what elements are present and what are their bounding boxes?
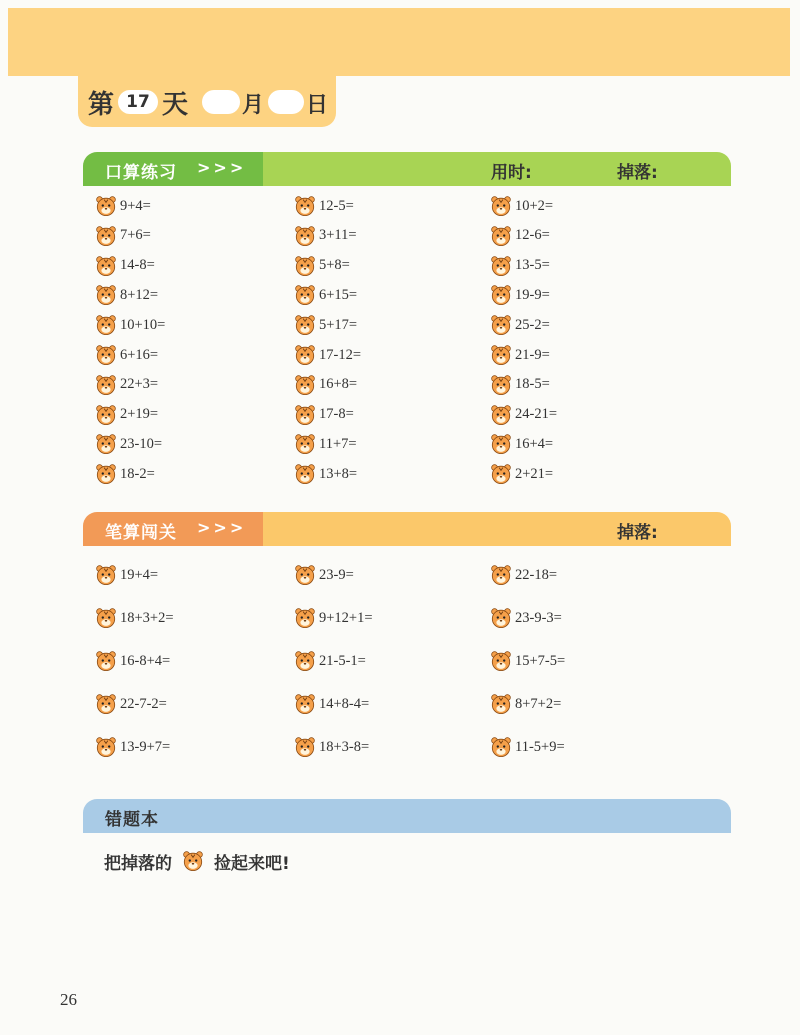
problem-expression: 21-9=	[515, 346, 550, 363]
problem-expression: 19+4=	[120, 566, 159, 583]
tiger-face-icon	[490, 344, 512, 366]
problem-item	[490, 432, 553, 456]
problem-expression: 16+8=	[319, 376, 358, 393]
problem-item	[95, 462, 155, 486]
tiger-face-icon	[294, 463, 316, 485]
problem-item	[490, 403, 557, 427]
oral-section-title: 口算练习	[105, 163, 177, 183]
problem-expression: 21-5-1=	[319, 652, 366, 669]
problem-expression: 17-12=	[319, 346, 362, 363]
tiger-face-icon	[490, 463, 512, 485]
tiger-face-icon	[490, 225, 512, 247]
problem-expression: 25-2=	[515, 316, 550, 333]
written-section-header	[83, 512, 731, 546]
problem-item	[294, 649, 366, 673]
problem-item	[95, 563, 158, 587]
written-section-title: 笔算闯关	[105, 523, 177, 543]
problem-item	[490, 606, 562, 630]
tiger-face-icon	[95, 284, 117, 306]
mistakes-section-title: 错题本	[105, 810, 159, 830]
problem-expression: 14+8-4=	[319, 695, 370, 712]
problem-item	[95, 692, 167, 716]
tiger-face-icon	[294, 374, 316, 396]
problem-expression: 18-2=	[120, 465, 155, 482]
oral-section-header	[83, 152, 731, 186]
problem-item	[490, 224, 550, 248]
problem-item	[294, 254, 350, 278]
problem-expression: 13+8=	[319, 465, 358, 482]
problem-item	[490, 313, 550, 337]
problem-expression: 18+3-8=	[319, 738, 370, 755]
written-header-rest	[263, 512, 731, 546]
problem-item	[294, 373, 357, 397]
problem-expression: 18-5=	[515, 376, 550, 393]
problem-item	[294, 224, 357, 248]
problem-item	[95, 224, 151, 248]
problem-expression: 3+11=	[319, 227, 357, 244]
tiger-face-icon	[95, 344, 117, 366]
problem-expression: 23-9=	[319, 566, 354, 583]
problem-expression: 8+12=	[120, 286, 159, 303]
tiger-face-icon	[490, 314, 512, 336]
problem-expression: 10+10=	[120, 316, 166, 333]
tiger-face-icon	[490, 564, 512, 586]
oral-arrows: >>>	[197, 158, 247, 177]
problem-item	[95, 283, 158, 307]
date-label: 日	[306, 93, 329, 118]
tiger-face-icon	[490, 736, 512, 758]
written-dropped-label: 掉落:	[617, 523, 658, 543]
tiger-face-icon	[95, 404, 117, 426]
instruction-text-after: 捡起来吧!	[214, 853, 290, 874]
tiger-face-icon	[294, 284, 316, 306]
tiger-face-icon	[490, 195, 512, 217]
tiger-face-icon	[95, 314, 117, 336]
problem-item	[490, 343, 550, 367]
mistakes-header-bar	[83, 799, 731, 833]
problem-expression: 8+7+2=	[515, 695, 562, 712]
problem-expression: 6+16=	[120, 346, 159, 363]
instruction-text-before: 把掉落的	[104, 853, 172, 874]
problem-item	[294, 403, 354, 427]
problem-expression: 23-9-3=	[515, 609, 562, 626]
problem-expression: 9+12+1=	[319, 609, 373, 626]
tiger-face-icon	[95, 736, 117, 758]
problem-item	[490, 563, 557, 587]
problem-item	[95, 432, 162, 456]
problem-expression: 5+17=	[319, 316, 358, 333]
problem-expression: 22-7-2=	[120, 695, 167, 712]
problem-item	[294, 432, 357, 456]
tiger-face-icon	[95, 607, 117, 629]
problem-expression: 12-5=	[319, 197, 354, 214]
problem-item	[294, 283, 357, 307]
problem-item	[490, 692, 561, 716]
problem-item	[95, 343, 158, 367]
problem-expression: 22-18=	[515, 566, 558, 583]
problem-item	[490, 735, 565, 759]
tiger-face-icon	[95, 255, 117, 277]
problem-item	[294, 692, 369, 716]
top-banner	[8, 8, 790, 76]
tiger-face-icon	[182, 848, 204, 874]
time-label: 用时:	[491, 163, 532, 183]
tiger-face-icon	[490, 650, 512, 672]
problem-expression: 5+8=	[319, 257, 350, 274]
tiger-face-icon	[294, 650, 316, 672]
tiger-face-icon	[95, 195, 117, 217]
tiger-face-icon	[294, 607, 316, 629]
tiger-face-icon	[490, 404, 512, 426]
problem-expression: 22+3=	[120, 376, 159, 393]
problem-expression: 19-9=	[515, 286, 550, 303]
tiger-face-icon	[294, 433, 316, 455]
problem-item	[294, 343, 361, 367]
tiger-face-icon	[95, 564, 117, 586]
problem-item	[95, 313, 165, 337]
day-number: 17	[118, 90, 158, 114]
problem-expression: 10+2=	[515, 197, 554, 214]
tiger-face-icon	[95, 374, 117, 396]
problem-expression: 13-9+7=	[120, 738, 171, 755]
problem-item	[490, 254, 550, 278]
tiger-face-icon	[95, 433, 117, 455]
problem-expression: 18+3+2=	[120, 609, 174, 626]
problem-item	[95, 403, 158, 427]
problem-item	[294, 462, 357, 486]
tiger-face-icon	[95, 225, 117, 247]
problem-item	[95, 735, 170, 759]
tiger-face-icon	[95, 463, 117, 485]
problem-expression: 16-8+4=	[120, 652, 171, 669]
written-arrows: >>>	[197, 518, 247, 537]
tiger-face-icon	[294, 344, 316, 366]
problem-expression: 17-8=	[319, 406, 354, 423]
date-field[interactable]	[268, 90, 304, 114]
tiger-face-icon	[490, 433, 512, 455]
tiger-face-icon	[95, 693, 117, 715]
problem-expression: 2+19=	[120, 406, 159, 423]
tiger-face-icon	[294, 404, 316, 426]
tiger-face-icon	[490, 284, 512, 306]
problem-expression: 11+7=	[319, 435, 357, 452]
problem-expression: 7+6=	[120, 227, 151, 244]
problem-item	[95, 606, 174, 630]
tiger-face-icon	[95, 650, 117, 672]
tiger-face-icon	[294, 564, 316, 586]
tiger-face-icon	[294, 195, 316, 217]
problem-item	[95, 254, 155, 278]
problem-item	[294, 194, 354, 218]
problem-expression: 12-6=	[515, 227, 550, 244]
day-suffix: 天	[162, 90, 189, 120]
problem-item	[490, 649, 565, 673]
tiger-face-icon	[294, 225, 316, 247]
mistakes-instruction	[104, 848, 290, 874]
problem-item	[490, 283, 550, 307]
tiger-face-icon	[490, 693, 512, 715]
day-header	[78, 76, 336, 127]
tiger-face-icon	[490, 255, 512, 277]
problem-item	[294, 606, 373, 630]
tiger-face-icon	[294, 314, 316, 336]
problem-item	[294, 313, 357, 337]
problem-item	[95, 373, 158, 397]
problem-expression: 13-5=	[515, 257, 550, 274]
day-prefix: 第	[88, 90, 115, 120]
problem-expression: 24-21=	[515, 406, 558, 423]
tiger-face-icon	[294, 736, 316, 758]
tiger-face-icon	[490, 374, 512, 396]
month-label: 月	[242, 93, 265, 118]
problem-item	[294, 735, 369, 759]
tiger-face-icon	[490, 607, 512, 629]
oral-dropped-label: 掉落:	[617, 163, 658, 183]
problem-item	[95, 649, 170, 673]
problem-item	[294, 563, 354, 587]
problem-item	[95, 194, 151, 218]
page-number: 26	[60, 990, 77, 1009]
problem-expression: 15+7-5=	[515, 652, 566, 669]
tiger-face-icon	[294, 693, 316, 715]
tiger-face-icon	[294, 255, 316, 277]
problem-expression: 14-8=	[120, 257, 155, 274]
problem-item	[490, 194, 553, 218]
problem-item	[490, 373, 550, 397]
problem-expression: 9+4=	[120, 197, 151, 214]
mistakes-section-header	[83, 799, 731, 833]
problem-expression: 11-5+9=	[515, 738, 565, 755]
problem-expression: 2+21=	[515, 465, 554, 482]
problem-item	[490, 462, 553, 486]
month-field[interactable]	[202, 90, 240, 114]
problem-expression: 23-10=	[120, 435, 163, 452]
problem-expression: 16+4=	[515, 435, 554, 452]
problem-expression: 6+15=	[319, 286, 358, 303]
